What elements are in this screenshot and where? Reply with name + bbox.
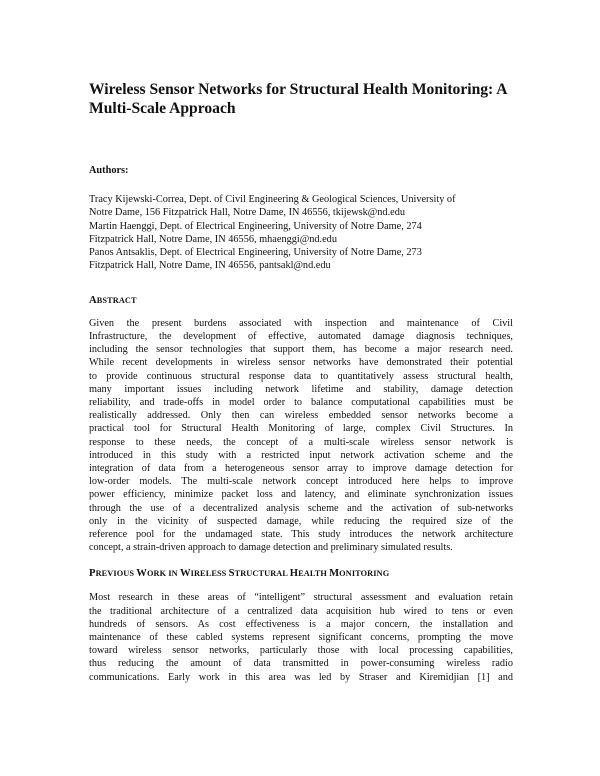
body-line: hundreds of sensors. As cost effectiveness is a major concern, the installation and (89, 618, 513, 630)
title-line: Multi-Scale Approach (89, 100, 236, 117)
abstract-line: to provide continuous structural response data to quantitatively assess structural health, (89, 370, 513, 382)
author-line: Fitzpatrick Hall, Notre Dame, IN 46556, mhaenggi@nd.edu (89, 233, 337, 245)
body-line: the traditional architecture of a centralized data acquisition hub wired to tens or even (89, 605, 513, 617)
heading-smallcaps: TRUCTURAL (234, 569, 290, 579)
body-line: toward wireless sensor networks, particularly those with local processing capabilities, (89, 645, 513, 657)
heading-smallcaps: REVIOUS (95, 569, 137, 579)
author-line: Notre Dame, 156 Fitzpatrick Hall, Notre Dame, IN 46556, tkijewsk@nd.edu (89, 207, 406, 219)
heading-cap: P (89, 568, 96, 580)
heading-smallcaps: BSTRACT (96, 295, 137, 305)
paper-page (89, 80, 513, 684)
abstract-heading (89, 294, 513, 308)
abstract-line: power efficiency, minimize packet loss and latency, and eliminate synchronization issues (89, 489, 513, 501)
abstract-line: introduced in this study with a restricted input network activation scheme and the (89, 449, 513, 461)
heading-smallcaps: IRELESS (190, 569, 229, 579)
abstract-line: practical tool for Structural Health Monitoring of large, complex Civil Structures. In (89, 423, 513, 435)
heading-cap: A (89, 294, 97, 306)
abstract-line: Given the present burdens associated with inspection and maintenance of Civil (89, 317, 513, 329)
heading-smallcaps: EALTH (298, 569, 330, 579)
abstract-line: realistically addressed. Only then can wireless embedded sensor networks become a (89, 410, 513, 422)
abstract-line: response to these needs, the concept of a multi-scale wireless sensor network is (89, 436, 513, 448)
abstract-line: low-order models. The multi-scale network concept introduced here helps to improve (89, 476, 513, 488)
heading-cap: S (228, 568, 235, 580)
abstract-line: Infrastructure, the development of effective, automated damage diagnosis techniques, (89, 330, 513, 342)
abstract-line: through the use of a decentralized analysis scheme and the activation of sub-networks (89, 502, 513, 514)
author-list (89, 193, 513, 273)
abstract-line: including the sensor technologies that support them, has become a major research need. (89, 344, 513, 356)
paper-title (89, 80, 513, 118)
abstract-line: While recent developments in wireless sensor networks have demonstrated their potential (89, 357, 513, 369)
abstract-line: reference pool for the undamaged state. This study introduces the network architecture (89, 529, 513, 541)
body-line: communications. Early work in this area was led by Straser and Kiremidjian [1] and (89, 671, 513, 683)
body-line: thus reducing the amount of data transmitted in power-consuming wireless radio (89, 658, 513, 670)
heading-smallcaps: ONITORING (339, 569, 390, 579)
abstract-line: reliability, and trade-offs in model order to balance computational capabilities must be (89, 397, 513, 408)
previous-work-heading (89, 567, 513, 581)
authors-heading: Authors: (89, 165, 129, 176)
author-line: Martin Haenggi, Dept. of Electrical Engineering, University of Notre Dame, 274 (89, 220, 422, 232)
abstract-line: only in the vicinity of suspected damage, while reducing the required size of the (89, 515, 513, 527)
abstract-line: many important issues including network lifetime and stability, damage detection (89, 383, 513, 395)
title-line: Wireless Sensor Networks for Structural Health Monitoring: A (89, 81, 508, 98)
abstract-line: concept, a strain-driven approach to damage detection and preliminary simulated results. (89, 542, 453, 554)
abstract-line: integration of data from a heterogeneous sensor array to improve damage detection for (89, 463, 513, 475)
body-line: Most research in these areas of “intelligent” structural assessment and evaluation retain (89, 592, 513, 604)
author-line: Tracy Kijewski-Correa, Dept. of Civil Engineering & Geological Sciences, University of (89, 194, 456, 205)
heading-cap: M (329, 568, 340, 580)
previous-work-body (89, 591, 513, 683)
heading-smallcaps: ORK IN (146, 569, 180, 579)
heading-cap: W (179, 568, 191, 580)
heading-cap: H (289, 568, 299, 580)
author-line: Fitzpatrick Hall, Notre Dame, IN 46556, pantsakl@nd.edu (89, 260, 331, 272)
author-line: Panos Antsaklis, Dept. of Electrical Engineering, University of Notre Dame, 273 (89, 247, 422, 259)
heading-cap: W (136, 568, 147, 580)
abstract-body (89, 317, 513, 555)
body-line: maintenance of these cabled systems represent significant concerns, prompting the move (89, 632, 513, 644)
